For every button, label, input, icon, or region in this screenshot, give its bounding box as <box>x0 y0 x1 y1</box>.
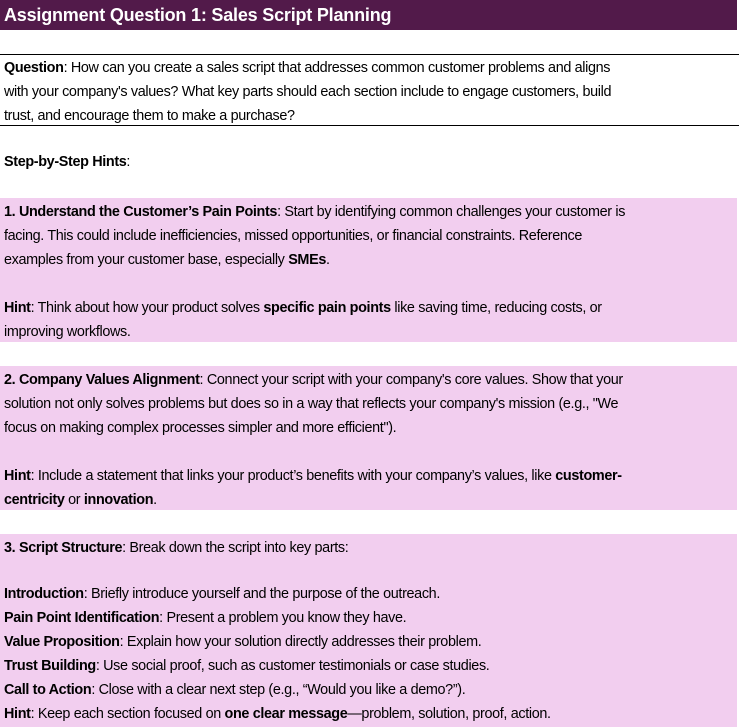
section-1-line-1 <box>4 200 625 224</box>
title-bar <box>0 0 737 30</box>
hint-text: or <box>64 492 84 508</box>
script-part-label: Pain Point Identification <box>4 610 160 626</box>
hint-text: : Include a statement that links your product’s benefits with your company’s values, like <box>30 468 556 484</box>
hint-text: —problem, solution, proof, action. <box>347 706 551 722</box>
script-part-text: : Present a problem you know they have. <box>159 610 407 626</box>
section-2-line-3: focus on making complex processes simpler and more efficient"). <box>4 420 397 436</box>
section-2-hint-line-2 <box>4 488 157 512</box>
script-part-call-to-action <box>4 678 465 702</box>
script-part-value-proposition <box>4 630 481 654</box>
question-line-1 <box>4 56 610 80</box>
section-1-line-2: facing. This could include inefficiencies, missed opportunities, or financial constraints. Reference <box>4 228 582 244</box>
script-part-trust-building <box>4 654 489 678</box>
hint-bold: customer- <box>555 468 622 484</box>
script-part-label: Call to Action <box>4 682 92 698</box>
section-1-text: examples from your customer base, especially <box>4 252 289 268</box>
script-part-label: Value Proposition <box>4 634 120 650</box>
script-part-text: : Briefly introduce yourself and the purpose of the outreach. <box>83 586 440 602</box>
hint-text: . <box>153 492 157 508</box>
hint-bold: innovation <box>83 492 154 508</box>
hint-text: like saving time, reducing costs, or <box>390 300 602 316</box>
section-3-heading: 3. Script Structure <box>4 540 123 556</box>
section-2-hint <box>4 464 622 488</box>
section-2-text: : Connect your script with your company's core values. Show that your <box>199 372 623 388</box>
script-part-text: : Explain how your solution directly addresses their problem. <box>119 634 482 650</box>
section-2-heading: 2. Company Values Alignment <box>4 372 200 388</box>
section-1-hint-line-2: improving workflows. <box>4 324 131 340</box>
section-1-bold: SMEs <box>288 252 326 268</box>
page-title: Assignment Question 1: Sales Script Planning <box>4 5 392 25</box>
script-part-label: Trust Building <box>4 658 96 674</box>
hint-label: Hint <box>4 300 31 316</box>
section-3-line-1 <box>4 536 348 560</box>
hint-text: : Keep each section focused on <box>30 706 225 722</box>
section-1-line-3 <box>4 248 330 272</box>
hints-heading-label: Step-by-Step Hints <box>4 154 127 170</box>
script-part-text: : Use social proof, such as customer testimonials or case studies. <box>95 658 490 674</box>
section-2-line-1 <box>4 368 623 392</box>
question-label: Question <box>4 60 64 76</box>
section-1-hint <box>4 296 602 320</box>
question-line-2: with your company's values? What key parts should each section include to engage customers, build <box>4 84 612 100</box>
script-part-introduction <box>4 582 440 606</box>
section-1-heading: 1. Understand the Customer’s Pain Points <box>4 204 278 220</box>
hint-bold: specific pain points <box>263 300 391 316</box>
script-part-pain-point <box>4 606 406 630</box>
hints-heading <box>4 150 130 174</box>
section-1-text: : Start by identifying common challenges your customer is <box>277 204 626 220</box>
hint-label: Hint <box>4 706 31 722</box>
section-1-text: . <box>325 252 330 268</box>
script-part-text: : Close with a clear next step (e.g., “Would you like a demo?”). <box>91 682 466 698</box>
section-2-line-2: solution not only solves problems but does so in a way that reflects your company's mission (e.g., "We <box>4 396 619 412</box>
hint-bold: centricity <box>4 492 65 508</box>
question-text: : How can you create a sales script that addresses common customer problems and aligns <box>63 60 611 76</box>
hint-label: Hint <box>4 468 31 484</box>
hint-text: : Think about how your product solves <box>30 300 264 316</box>
hints-heading-colon: : <box>126 154 131 170</box>
script-part-label: Introduction <box>4 586 84 602</box>
hint-bold: one clear message <box>224 706 348 722</box>
section-3-text: : Break down the script into key parts: <box>122 540 349 556</box>
section-3-hint <box>4 702 551 726</box>
question-line-3: trust, and encourage them to make a purchase? <box>4 108 295 124</box>
